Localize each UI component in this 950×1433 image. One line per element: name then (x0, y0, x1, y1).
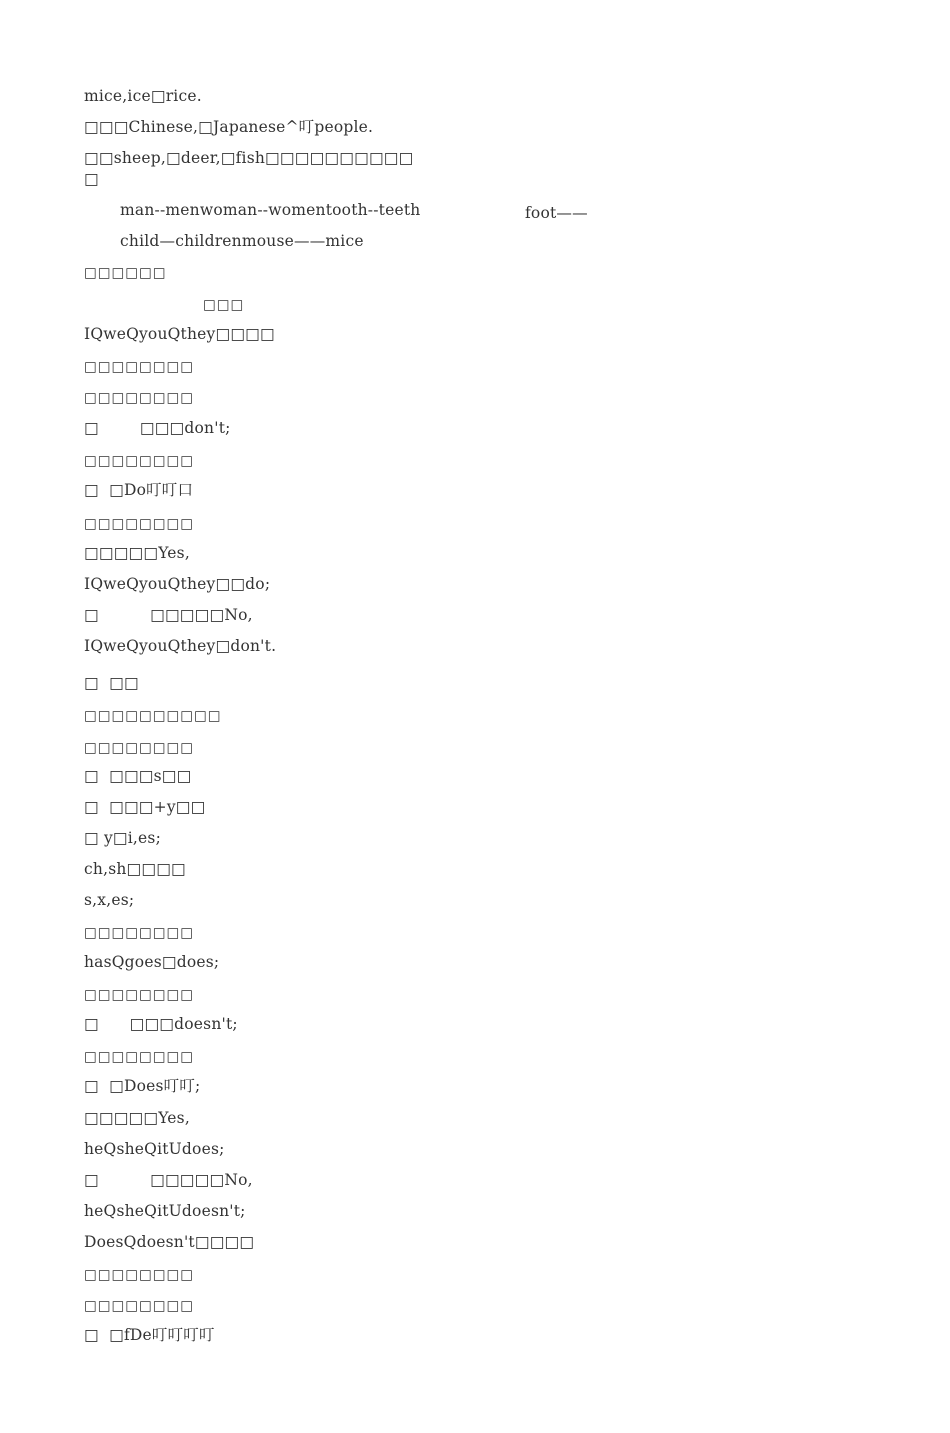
text-line: □□□Chinese,□Japanese^叮people. (84, 118, 374, 136)
text-line: □ □Does叮叮; (84, 1077, 201, 1095)
text-line: □ □□ (84, 674, 139, 692)
text-line: heQsheQitUdoes; (84, 1140, 225, 1158)
text-line: □ (84, 170, 99, 188)
text-line: □□□□□□□□ (84, 925, 195, 941)
text-line: ch,sh□□□□ (84, 860, 186, 878)
text-line: □ y□i,es; (84, 829, 162, 847)
text-line: □□□□□□□□ (84, 1267, 195, 1283)
text-line: man--menwoman--womentooth--teeth (120, 201, 421, 219)
text-line: mice,ice□rice. (84, 87, 202, 105)
text-line: □ □□□doesn't; (84, 1015, 238, 1033)
text-line: □ □□□□□No, (84, 1171, 253, 1189)
text-line: child—childrenmouse——mice (120, 232, 364, 250)
text-line: □□□□□□□□ (84, 1049, 195, 1065)
text-line: □ □fDe叮叮叮叮 (84, 1326, 215, 1344)
text-line: □□□□□□□□ (84, 390, 195, 406)
text-line: □□□□□□□□ (84, 740, 195, 756)
text-line: □□□□□□□□ (84, 1298, 195, 1314)
text-line: □□□□□□□□ (84, 359, 195, 375)
text-line: □□□□□□□□ (84, 987, 195, 1003)
text-line: □□□□□□□□ (84, 453, 195, 469)
text-line: □□□□□Yes, (84, 544, 190, 562)
text-line: □□□□□Yes, (84, 1109, 190, 1127)
text-line: □ □Do叮叮口 (84, 481, 194, 499)
text-line: □ □□□s□□ (84, 767, 192, 785)
text-line: □□sheep,□deer,□fish□□□□□□□□□□ (84, 149, 414, 167)
text-line: □□□□□□□□□□ (84, 708, 222, 724)
text-line: s,x,es; (84, 891, 135, 909)
text-line: □ □□□□□No, (84, 606, 253, 624)
text-line: □□□□□□ (84, 265, 167, 281)
text-line: □□□□□□□□ (84, 516, 195, 532)
text-line: □ □□□+y□□ (84, 798, 206, 816)
text-line: IQweQyouQthey□□□□ (84, 325, 275, 343)
text-line: DoesQdoesn't□□□□ (84, 1233, 255, 1251)
text-line: heQsheQitUdoesn't; (84, 1202, 246, 1220)
text-line: hasQgoes□does; (84, 953, 220, 971)
text-line: IQweQyouQthey□□do; (84, 575, 271, 593)
text-line: □□□ (203, 297, 245, 313)
text-line: IQweQyouQthey□don't. (84, 637, 277, 655)
text-line: □ □□□don't; (84, 419, 231, 437)
text-line: foot—— (525, 204, 588, 222)
